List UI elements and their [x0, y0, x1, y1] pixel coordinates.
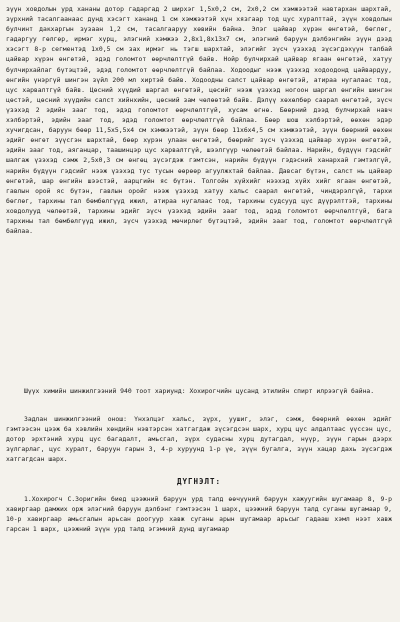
body-paragraph-autopsy-findings: зүүн ховдолын урд хананы дотор гадаргад 2 ширхэг 1,5х0,2 см, 2х0,2 см хэмжээтэй навтархан шархтай, зүрхний тасалгаанаас дунд хэсэгт хананд 1 см хэмжээтэй хүн хязгаар тод цус хуралттай, зүүн ховдолын булчинт дакхаргын зузаан 1,2 см, тасалгааруу хөвийн байна. Элэг цайвар хүрэн өнгөтэй, бөглөг, гадаргуу гөлгөр, ирмэг хурц, элэгний хэмжээ 2,8х1,8х13х7 см, элэгний баруун дэлбэнгийн зүүн дээд хэсэгт 8-р сегментэд 1х0,5 см зах ирмэг нь тэгш шархтай, элэгийг зүсч үзэхэд зүсэгдэхүүн талбай цайвар хүрэн өнгөтэй, эдэд голомтот өөрчлөлтгүй байв. Нойр булчирхай цайвар ягаан өнгөтэй, хатуу булчирхайлаг бүтэцтэй, эдэд голомтот өөрчлөлтгүй байлаа. Ходоодыг нээж үзэхэд ходоодонд цайвардуу, өнгийн үнэргүй шингэн зүйл 200 мл хиртэй байв. Ходоодны салст цайвар өнгөтэй, атираа нугалаас тод, цус харвалтгүй байв. Цөсний хүүдий шаргал өнгөтэй, цөсийг нээж үзэхэд ногоон шаргал өнгийн шингэн цөстэй, цөсний хүүдийн салст хийнхийн, цөсний зам чөлөөтэй байв. Дэлүү хөхөлбөр саарал өнгөтэй, зүсч үзэхэд 2 эдийн зааг тод, эдэд голомтот өөрчлөлтгүй, хусам өгнө. Бөөрний дээд булчирхай навч хэлбэртэй, эдийн зааг тод, эдэд голомтот өөрчлөлтгүй байлаа. Бөөр шош хэлбэртэй, өөхөн эдэр хучигдсан, баруун бөөр 11,5х5,5х4 см хэмжээтэй, зүүн бөөр 11х6х4,5 см хэмжээтэй, зүүн бөөрний өөхөн эдийг өнгөт зүүсгэн шархтай, бөөр хүрэн улаан өнгөтэй, бөөрийг зүсч үзэхэд цайвар хүрэн өнгөтэй, эдийн зааг тод, аяганцар, таашинцэр цус харвалтгүй, шээлгүүр чөлөөтэй байлаа. Нарийн, бүдүүн гэдсийг шалгаж үзэхэд сэмж 2,5х0,3 см өнгөц зүсэгдэж гэмтсэн, нарийн бүдүүн гэдэсний ханархай гэмтэлгүй, нарийн бүдүүн гэдсийг нээж үзэхэд тус тусын өөрөөр агуулжхтай байлаа. Давсаг бүтэн, салст нь цайвар өнгөтэй, шар өнгийн шээстэй, аарцгийн яс бүтэн. Толгойн хүйхийг нээхэд хүйх хийг ягаан өнгөтэй, гавлын орой яс бүтэн, гавлын оройг нээж үзэхэд хатуу хальс саарал өнгөтэй, чиндэрэлгүй, тархи бөглөг, тархины тал бөмбөлгүүд ижил, атираа нугалаас тод, тархины судсууд цус дүүрэлттэй, тархины ховдолууд чөлөөтэй, тархины эдийг зүсч үзэхэд эдийн зааг тод, эдэд голомтот өөрчлөлтгүй, бага тархины тал бөмбөлгүүд ижил, зүсч үзэхэд мөчирлөг бүтэцтэй, эдийн зааг тод, голомтот өөрчлөлтгүй байлаа.: [6, 5, 392, 236]
body-paragraph-conclusion: 1.Хохирогч С.Зоригийн биед цээжний баруун урд талд өөчүүний баруун хажуугийн шугамаар 8, 9-р хавиргаар дамжих орж элэгний баруун дэлбэнг гэмтээсэн 1 шарх, цээжний баруун талд суганы шугамаар 9, 10-р хавиргаар амьсгалын арьсан доогуур хавж суганы арын шугамаар арьсыг гадааш хэмл нээт хавж гарсан 1 шарх, цээжний зүүн урд талд эгэмний дунд шугамаар: [6, 494, 392, 533]
body-paragraph-toxicology: Шүүх химийн шинжилгээний 940 тоот хариунд: Хохирогчийн цусанд этилийн спирт илрээгүй байна.: [24, 387, 375, 395]
body-paragraph-diagnosis: Задлан шинжилгээний онош: Үнхэлцэг хальс, зүрх, уушиг, элэг, сэмж, бөөрний өөхөн эдийг гэмтээсэн цээж ба хэвлийн хөндийн нэвтэрсэн хатгагдаж зүсэгдсэн шарх, хурц цус алдалтаас үүссэн цус, дотор эрхтэний хурц цус багадалт, амьсгал, зүрх судасны хурц дутагдал, нүүр, зүүн гарын дээрх зүлгарлаг, цус хуралт, баруун гарын 3, 4-р хуруунд 1-р үе, зүүн бугалга, зүүн хацар дахь зүсэгдэж хатгагдсан шарх.: [6, 415, 392, 464]
section-heading-conclusion: ДҮГНЭЛТ:: [176, 476, 222, 486]
